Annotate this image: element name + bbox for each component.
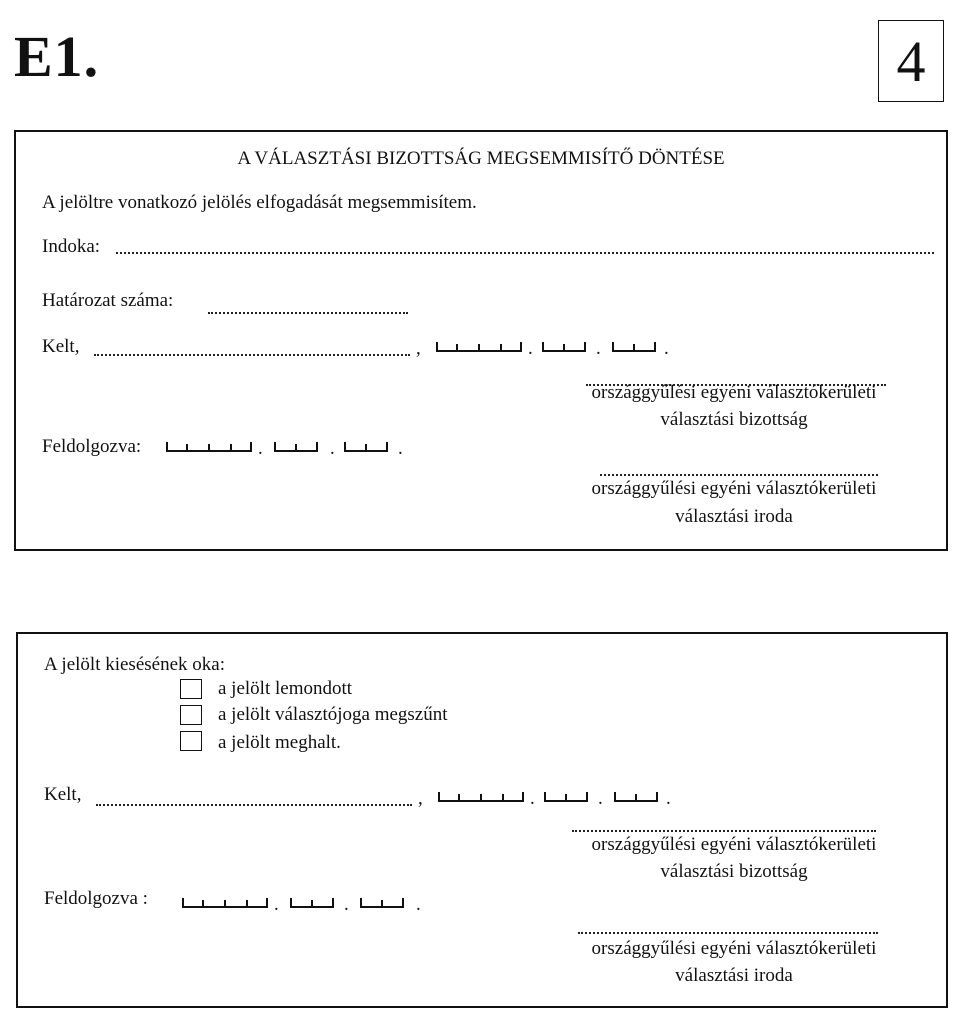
dated-comma: ,	[416, 338, 421, 359]
reason-field[interactable]	[116, 252, 934, 254]
date-separator: .	[330, 438, 335, 459]
processed-label: Feldolgozva:	[42, 436, 142, 457]
decision-title: A VÁLASZTÁSI BIZOTTSÁG MEGSEMMISÍTŐ DÖNTÉSE	[237, 148, 725, 169]
date-separator: .	[596, 338, 601, 359]
form-code: E1.	[14, 24, 100, 89]
date-separator: .	[274, 894, 279, 915]
date-separator: .	[398, 438, 403, 459]
processed-month-field[interactable]	[274, 440, 318, 452]
resolution-number-field[interactable]	[208, 312, 408, 314]
annulment-decision-panel	[14, 130, 948, 551]
checkbox-deceased[interactable]	[180, 731, 202, 751]
dropout-office-signature-line[interactable]	[578, 932, 878, 934]
dated-label: Kelt,	[42, 336, 80, 357]
dropout-dated-place-field[interactable]	[96, 804, 412, 806]
option-deceased-label: a jelölt meghalt.	[218, 732, 341, 753]
date-separator: .	[344, 894, 349, 915]
dropout-reason-label: A jelölt kiesésének oka:	[44, 654, 225, 675]
date-separator: .	[530, 788, 535, 809]
dropout-dated-comma: ,	[418, 788, 423, 809]
option-voting-right-ended-label: a jelölt választójoga megszűnt	[218, 704, 448, 725]
dropout-office-label-line1: országgyűlési egyéni választókerületi	[591, 938, 877, 959]
date-separator: .	[416, 894, 421, 915]
dropout-dated-label: Kelt,	[44, 784, 82, 805]
office-label-line2: választási iroda	[675, 506, 793, 527]
page-number-box: 4	[878, 20, 944, 102]
decision-statement: A jelöltre vonatkozó jelölés elfogadását megsemmisítem.	[42, 192, 477, 213]
dropout-processed-year-field[interactable]	[182, 896, 268, 908]
dropout-processed-day-field[interactable]	[360, 896, 404, 908]
checkbox-voting-right-ended[interactable]	[180, 705, 202, 725]
dropout-date-day-field[interactable]	[614, 790, 658, 802]
committee-label-line1: országgyűlési egyéni választókerületi	[591, 382, 877, 403]
date-separator: .	[664, 338, 669, 359]
dropout-processed-label: Feldolgozva :	[44, 888, 148, 909]
date-separator: .	[258, 438, 263, 459]
dropout-committee-label-line2: választási bizottság	[660, 861, 808, 882]
dated-place-field[interactable]	[94, 354, 410, 356]
dropout-date-month-field[interactable]	[544, 790, 588, 802]
dropout-date-year-field[interactable]	[438, 790, 524, 802]
processed-year-field[interactable]	[166, 440, 252, 452]
date-year-field[interactable]	[436, 340, 522, 352]
committee-label-line2: választási bizottság	[660, 409, 808, 430]
date-separator: .	[598, 788, 603, 809]
dropout-committee-label-line1: országgyűlési egyéni választókerületi	[591, 834, 877, 855]
dropout-processed-month-field[interactable]	[290, 896, 334, 908]
processed-day-field[interactable]	[344, 440, 388, 452]
option-resigned-label: a jelölt lemondott	[218, 678, 353, 699]
candidate-dropout-panel	[16, 632, 948, 1008]
office-label-line1: országgyűlési egyéni választókerületi	[591, 478, 877, 499]
date-month-field[interactable]	[542, 340, 586, 352]
dropout-office-label-line2: választási iroda	[675, 965, 793, 986]
resolution-number-label: Határozat száma:	[42, 290, 174, 311]
office-signature-line[interactable]	[600, 474, 878, 476]
reason-label: Indoka:	[42, 236, 101, 257]
date-separator: .	[528, 338, 533, 359]
date-day-field[interactable]	[612, 340, 656, 352]
checkbox-resigned[interactable]	[180, 679, 202, 699]
date-separator: .	[666, 788, 671, 809]
dropout-committee-signature-line[interactable]	[572, 830, 876, 832]
